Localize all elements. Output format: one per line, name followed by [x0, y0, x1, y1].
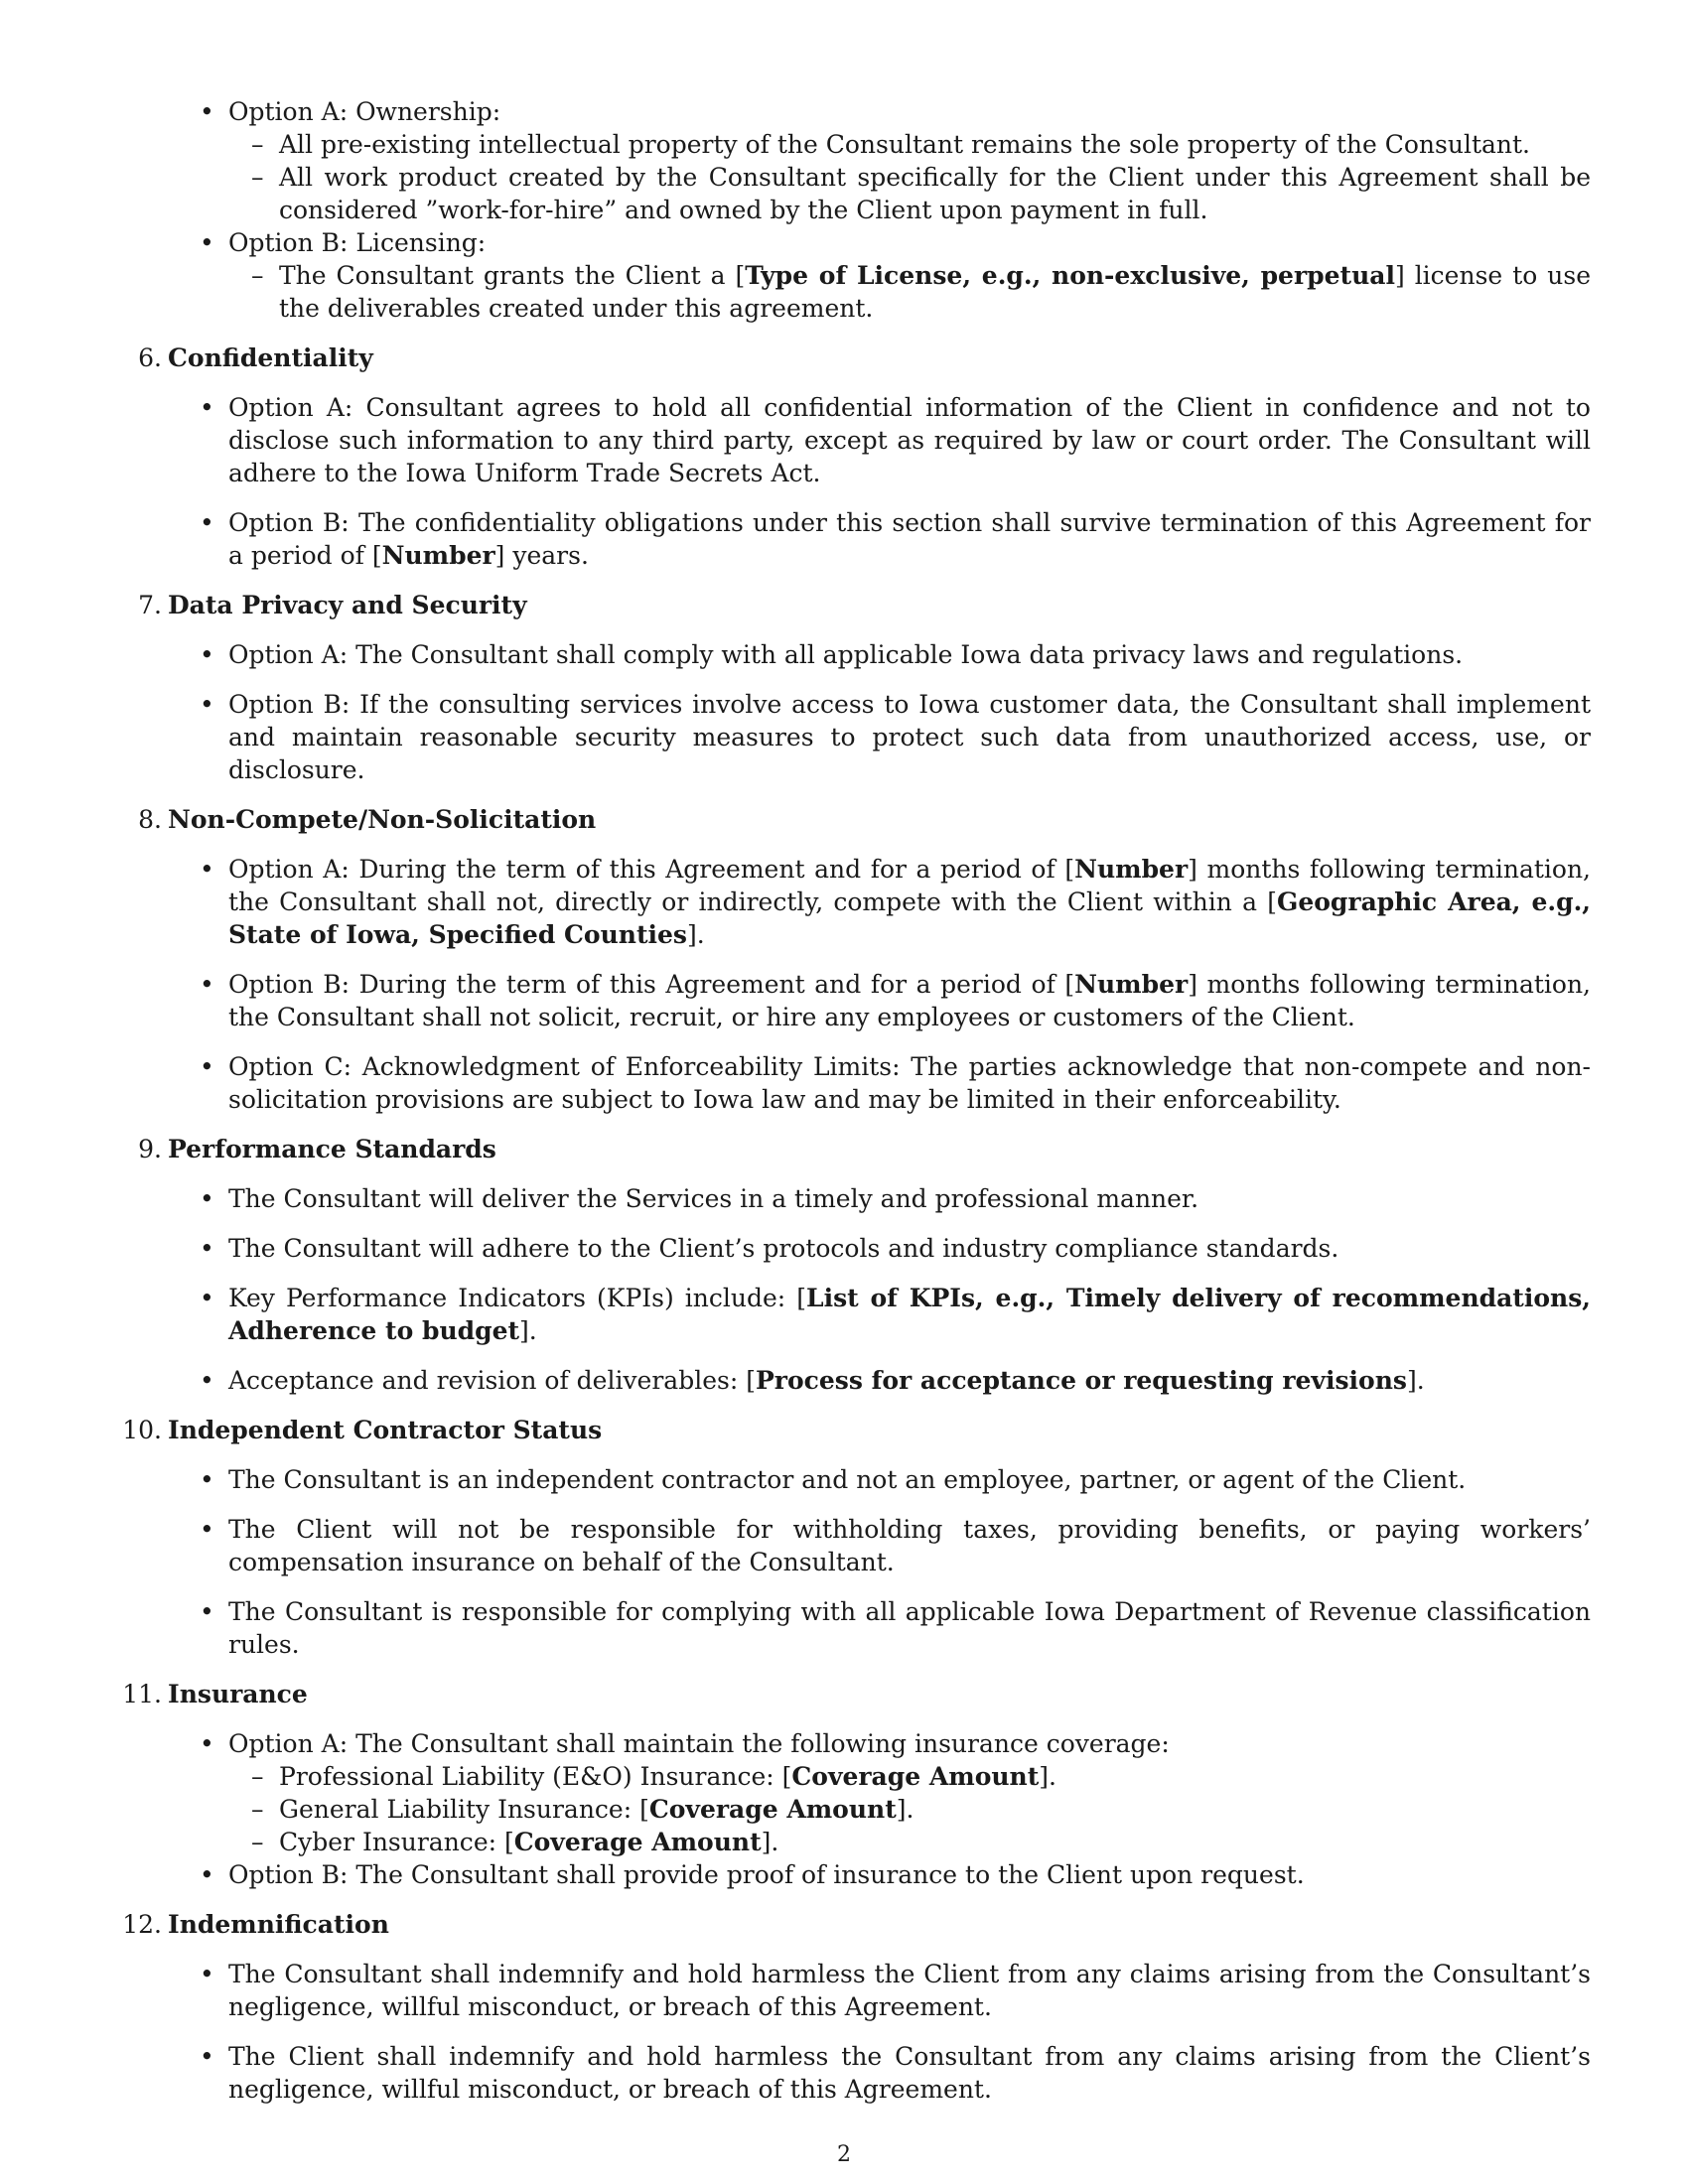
list-item: • The Consultant is an independent contractor and not an employee, partner, or agent of the Client.	[0, 1463, 1591, 1496]
sub-list-item: – All work product created by the Consultant specifically for the Client under this Agreement shall be considered ”work-for-hire” and owned by the Client upon payment in full.	[0, 161, 1591, 226]
list-item: • The Consultant will deliver the Services in a timely and professional manner.	[0, 1182, 1591, 1215]
list-item: • Option B: During the term of this Agreement and for a period of [Number] months following termination, the Consultant shall not solicit, recruit, or hire any employees or customers of the Client.	[0, 968, 1591, 1033]
list-item: • Option A: Consultant agrees to hold all confidential information of the Client in confidence and not to disclose such information to any third party, except as required by law or court order. The Consultant will adhere to the Iowa Uniform Trade Secrets Act.	[0, 391, 1591, 489]
sub-list-item: – The Consultant grants the Client a [Type of License, e.g., non-exclusive, perpetual] license to use the deliverables created under this agreement.	[0, 259, 1591, 325]
sub-list-item: – General Liability Insurance: [Coverage Amount].	[0, 1793, 1591, 1826]
section-heading-performance-standards: 9. Performance Standards	[138, 1135, 496, 1163]
list-item: • Option A: The Consultant shall comply with all applicable Iowa data privacy laws and regulations.	[0, 638, 1591, 671]
sub-list-item: – Professional Liability (E&O) Insurance: [Coverage Amount].	[0, 1760, 1591, 1793]
list-item: • Option A: During the term of this Agreement and for a period of [Number] months following termination, the Consultant shall not, directly or indirectly, compete with the Client within a [Geographic Area, e.g., State of Iowa, Specified Counties].	[0, 853, 1591, 951]
list-item: • The Consultant is responsible for complying with all applicable Iowa Department of Revenue classification rules.	[0, 1595, 1591, 1661]
section-heading-insurance: 11. Insurance	[122, 1680, 308, 1708]
list-item: • The Client shall indemnify and hold harmless the Consultant from any claims arising from the Client’s negligence, willful misconduct, or breach of this Agreement.	[0, 2040, 1591, 2106]
section-heading-non-compete: 8. Non-Compete/Non-Solicitation	[138, 805, 597, 834]
list-item: • Option A: Ownership:	[0, 95, 1591, 128]
sub-list-item: – All pre-existing intellectual property of the Consultant remains the sole property of the Consultant.	[0, 128, 1591, 161]
section-heading-independent-contractor: 10. Independent Contractor Status	[122, 1416, 603, 1444]
page-number: 2	[837, 2142, 851, 2167]
list-item: • Option C: Acknowledgment of Enforceability Limits: The parties acknowledge that non-compete and non-solicitation provisions are subject to Iowa law and may be limited in their enforceability.	[0, 1050, 1591, 1116]
list-item: • The Consultant will adhere to the Client’s protocols and industry compliance standards.	[0, 1232, 1591, 1265]
document-body	[0, 95, 1688, 2106]
list-item: • Option A: The Consultant shall maintain the following insurance coverage:	[0, 1727, 1591, 1760]
list-item: • Option B: The Consultant shall provide proof of insurance to the Client upon request.	[0, 1858, 1591, 1891]
section-heading-indemnification: 12. Indemnification	[122, 1910, 389, 1939]
section-heading-confidentiality: 6. Confidentiality	[138, 343, 373, 372]
list-item: • Option B: If the consulting services involve access to Iowa customer data, the Consultant shall implement and maintain reasonable security measures to protect such data from unauthorized access, use, or disclosure.	[0, 688, 1591, 786]
list-item: • Option B: Licensing:	[0, 226, 1591, 259]
list-item: • Acceptance and revision of deliverables: [Process for acceptance or requesting revisions].	[0, 1364, 1591, 1397]
list-item: • The Consultant shall indemnify and hold harmless the Client from any claims arising from the Consultant’s negligence, willful misconduct, or breach of this Agreement.	[0, 1958, 1591, 2023]
sub-list-item: – Cyber Insurance: [Coverage Amount].	[0, 1826, 1591, 1858]
list-item: • The Client will not be responsible for withholding taxes, providing benefits, or paying workers’ compensation insurance on behalf of the Consultant.	[0, 1513, 1591, 1578]
list-item: • Option B: The confidentiality obligations under this section shall survive termination of this Agreement for a period of [Number] years.	[0, 506, 1591, 572]
section-heading-data-privacy: 7. Data Privacy and Security	[138, 591, 527, 619]
list-item: • Key Performance Indicators (KPIs) include: [List of KPIs, e.g., Timely delivery of recommendations, Adherence to budget].	[0, 1282, 1591, 1347]
